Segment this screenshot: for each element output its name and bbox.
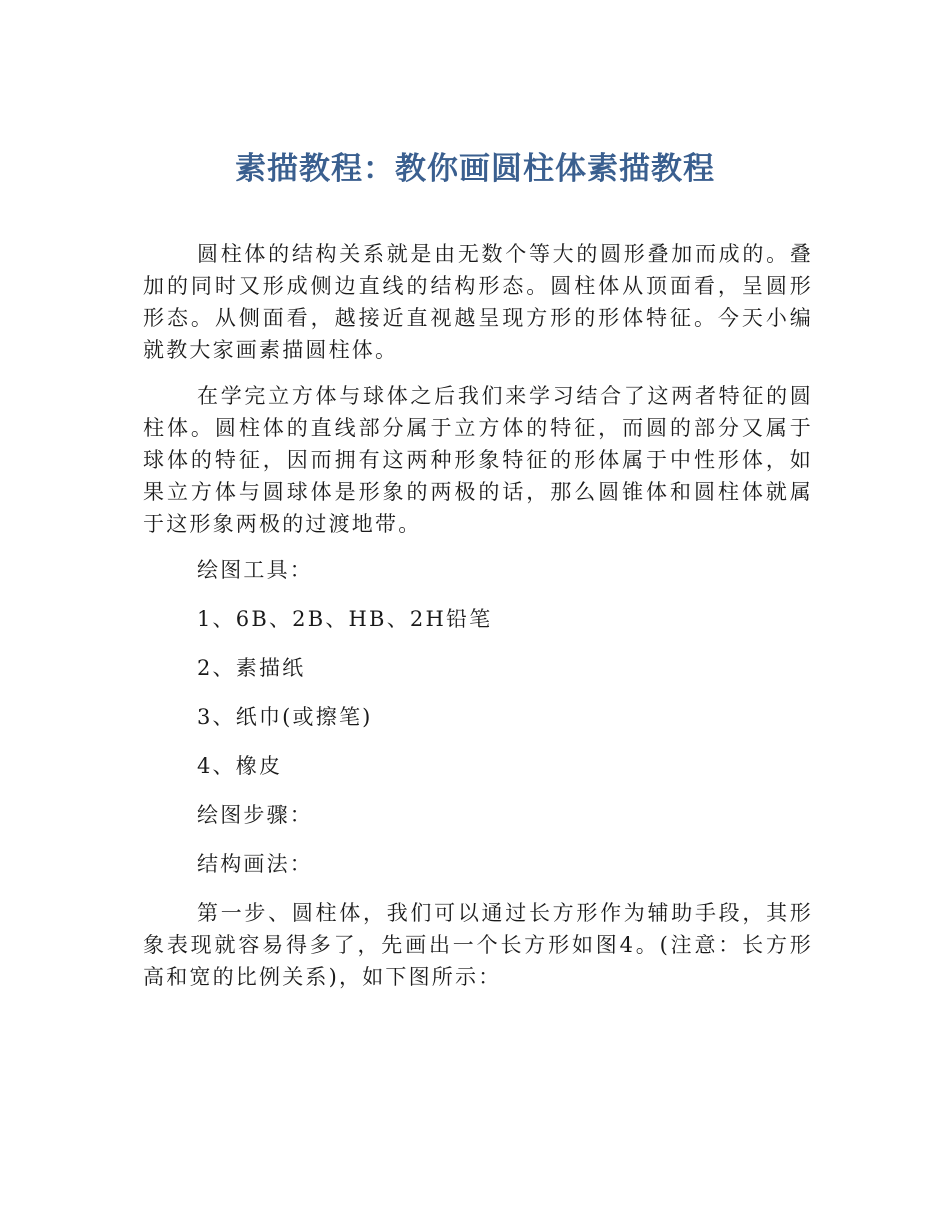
paragraph-steps-heading: 绘图步骤： — [197, 803, 313, 827]
page-title: 素描教程：教你画圆柱体素描教程 — [235, 151, 715, 187]
list-item-tissue: 3、纸巾(或擦笔) — [197, 705, 373, 729]
paragraph-step-one: 第一步、圆柱体，我们可以通过长方形作为辅助手段，其形象表现就容易得多了，先画出一个长方形如图4。(注意：长方形高和宽的比例关系)，如下图所示： — [143, 901, 813, 989]
paragraph-intro: 圆柱体的结构关系就是由无数个等大的圆形叠加而成的。叠加的同时又形成侧边直线的结构形态。圆柱体从顶面看，呈圆形形态。从侧面看，越接近直视越呈现方形的形体特征。今天小编就教大家画素描圆柱体。 — [143, 242, 813, 362]
paragraph-structure-heading: 结构画法： — [197, 852, 313, 876]
paragraph-tools-heading: 绘图工具： — [197, 558, 313, 582]
list-item-eraser: 4、橡皮 — [197, 754, 283, 778]
document-body — [143, 238, 813, 1007]
paragraph-cylinder-features: 在学完立方体与球体之后我们来学习结合了这两者特征的圆柱体。圆柱体的直线部分属于立方体的特征，而圆的部分又属于球体的特征，因而拥有这两种形象特征的形体属于中性形体，如果立方体与圆球体是形象的两极的话，那么圆锥体和圆柱体就属于这形象两极的过渡地带。 — [143, 384, 813, 536]
list-item-paper: 2、素描纸 — [197, 656, 306, 680]
list-item-pencils: 1、6B、2B、HB、2H铅笔 — [197, 607, 493, 631]
